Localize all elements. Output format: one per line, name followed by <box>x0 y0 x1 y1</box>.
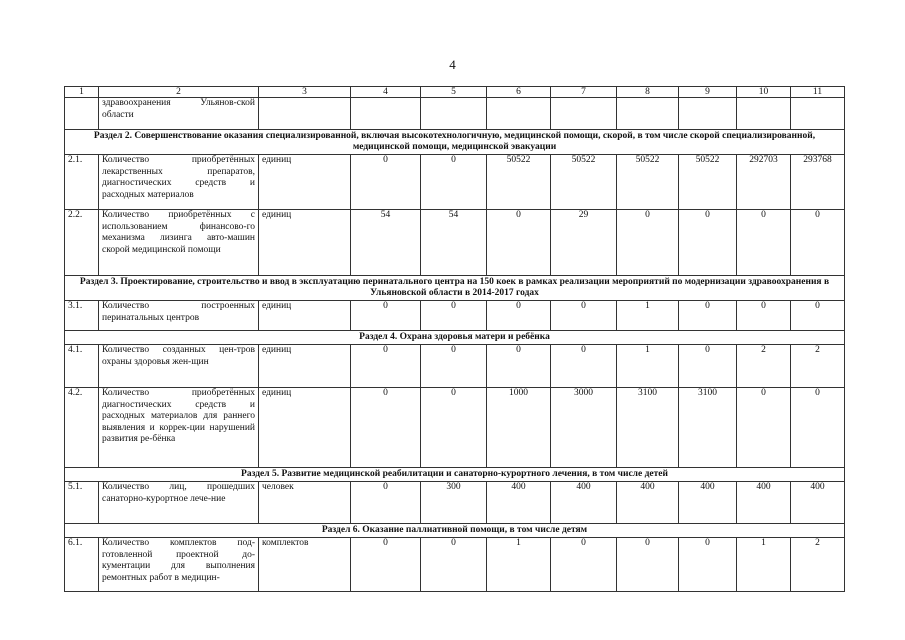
value-cell: 0 <box>551 301 617 331</box>
column-number-4: 4 <box>351 87 421 98</box>
column-number-3: 3 <box>259 87 351 98</box>
unit-of-measure: человек <box>259 482 351 524</box>
column-number-2: 2 <box>99 87 259 98</box>
table-row <box>65 210 845 276</box>
value-cell <box>791 98 845 130</box>
indicator-name: здравоохранения Ульянов-ской области <box>99 98 259 130</box>
indicator-name: Количество приобретённых диагностических средств и расходных материалов для раннего выявления и коррек-ции нарушений развития ре-бёнка <box>99 388 259 468</box>
column-number-6: 6 <box>487 87 551 98</box>
section-title: Раздел 6. Оказание паллиативной помощи, в том числе детям <box>65 524 845 538</box>
value-cell: 54 <box>351 210 421 276</box>
section-title: Раздел 4. Охрана здоровья матери и ребёнка <box>65 331 845 345</box>
value-cell: 400 <box>551 482 617 524</box>
value-cell: 0 <box>351 388 421 468</box>
indicator-name: Количество лиц, прошедших санаторно-курортное лече-ние <box>99 482 259 524</box>
table-row <box>65 482 845 524</box>
table-row <box>65 155 845 210</box>
value-cell: 0 <box>421 388 487 468</box>
unit-of-measure: единиц <box>259 301 351 331</box>
value-cell: 293768 <box>791 155 845 210</box>
value-cell: 0 <box>351 301 421 331</box>
value-cell: 0 <box>551 538 617 592</box>
table-row <box>65 388 845 468</box>
value-cell: 0 <box>679 210 737 276</box>
indicator-name: Количество приобретённых лекарственных препаратов, диагностических средств и расходных материалов <box>99 155 259 210</box>
value-cell: 292703 <box>737 155 791 210</box>
value-cell <box>679 98 737 130</box>
value-cell: 0 <box>551 345 617 388</box>
value-cell: 2 <box>737 345 791 388</box>
value-cell <box>551 98 617 130</box>
value-cell: 3100 <box>617 388 679 468</box>
value-cell: 0 <box>737 301 791 331</box>
indicators-table <box>64 86 845 592</box>
row-number: 5.1. <box>65 482 99 524</box>
section-title-row <box>65 524 845 538</box>
row-number: 3.1. <box>65 301 99 331</box>
value-cell: 0 <box>421 345 487 388</box>
section-title: Раздел 5. Развитие медицинской реабилитации и санаторно-курортного лечения, в том числе детей <box>65 468 845 482</box>
value-cell: 50522 <box>679 155 737 210</box>
section-title-row <box>65 276 845 301</box>
value-cell: 0 <box>737 210 791 276</box>
value-cell: 0 <box>351 538 421 592</box>
value-cell: 0 <box>617 538 679 592</box>
page-number: 4 <box>449 57 456 72</box>
unit-of-measure: единиц <box>259 210 351 276</box>
value-cell: 1 <box>617 345 679 388</box>
section-title-row <box>65 331 845 345</box>
row-number: 4.1. <box>65 345 99 388</box>
column-number-7: 7 <box>551 87 617 98</box>
value-cell: 400 <box>737 482 791 524</box>
unit-of-measure: единиц <box>259 155 351 210</box>
column-number-11: 11 <box>791 87 845 98</box>
table-row <box>65 301 845 331</box>
value-cell: 400 <box>791 482 845 524</box>
value-cell: 0 <box>421 155 487 210</box>
value-cell: 0 <box>351 155 421 210</box>
value-cell: 400 <box>487 482 551 524</box>
value-cell: 3000 <box>551 388 617 468</box>
value-cell: 29 <box>551 210 617 276</box>
value-cell <box>421 98 487 130</box>
unit-of-measure: единиц <box>259 345 351 388</box>
indicator-name: Количество приобретённых с использованием финансово-го механизма лизинга авто-машин скорой медицинской помощи <box>99 210 259 276</box>
row-number: 2.2. <box>65 210 99 276</box>
value-cell: 2 <box>791 345 845 388</box>
section-title: Раздел 3. Проектирование, строительство и ввод в эксплуатацию перинатального центра на 150 коек в рамках реализации мероприятий по модернизации здравоохранения в Ульяновской области в 2014-2017 годах <box>65 276 845 301</box>
table-row <box>65 538 845 592</box>
row-number <box>65 98 99 130</box>
value-cell: 50522 <box>551 155 617 210</box>
unit-of-measure: единиц <box>259 388 351 468</box>
table-header-row <box>65 87 845 98</box>
row-number: 6.1. <box>65 538 99 592</box>
value-cell: 0 <box>791 210 845 276</box>
unit-of-measure: комплектов <box>259 538 351 592</box>
value-cell: 2 <box>791 538 845 592</box>
value-cell <box>487 98 551 130</box>
value-cell: 0 <box>791 301 845 331</box>
value-cell: 0 <box>487 345 551 388</box>
section-title-row <box>65 468 845 482</box>
value-cell: 54 <box>421 210 487 276</box>
unit-of-measure <box>259 98 351 130</box>
column-number-9: 9 <box>679 87 737 98</box>
value-cell: 50522 <box>617 155 679 210</box>
value-cell: 400 <box>617 482 679 524</box>
value-cell: 0 <box>487 301 551 331</box>
value-cell: 0 <box>617 210 679 276</box>
value-cell: 1 <box>487 538 551 592</box>
row-number: 4.2. <box>65 388 99 468</box>
table-row <box>65 345 845 388</box>
value-cell: 0 <box>679 538 737 592</box>
value-cell: 300 <box>421 482 487 524</box>
value-cell <box>617 98 679 130</box>
column-number-5: 5 <box>421 87 487 98</box>
table-row <box>65 98 845 130</box>
value-cell: 0 <box>791 388 845 468</box>
indicator-name: Количество комплектов под-готовленной проектной до-кументации для выполнения ремонтных работ в медицин- <box>99 538 259 592</box>
value-cell: 3100 <box>679 388 737 468</box>
column-number-1: 1 <box>65 87 99 98</box>
indicator-name: Количество созданных цен-тров охраны здоровья жен-щин <box>99 345 259 388</box>
value-cell: 0 <box>421 538 487 592</box>
value-cell: 0 <box>487 210 551 276</box>
row-number: 2.1. <box>65 155 99 210</box>
column-number-8: 8 <box>617 87 679 98</box>
value-cell: 0 <box>351 482 421 524</box>
value-cell: 0 <box>679 301 737 331</box>
value-cell: 1 <box>617 301 679 331</box>
section-title: Раздел 2. Совершенствование оказания специализированной, включая высокотехнологичную, медицинской помощи, скорой, в том числе скорой специализированной, медицинской помощи, медицинской эвакуации <box>65 130 845 155</box>
value-cell: 0 <box>351 345 421 388</box>
section-title-row <box>65 130 845 155</box>
value-cell: 0 <box>737 388 791 468</box>
indicator-name: Количество построенных перинатальных центров <box>99 301 259 331</box>
value-cell: 0 <box>421 301 487 331</box>
value-cell: 1 <box>737 538 791 592</box>
value-cell <box>351 98 421 130</box>
value-cell: 1000 <box>487 388 551 468</box>
value-cell: 0 <box>679 345 737 388</box>
value-cell: 400 <box>679 482 737 524</box>
column-number-10: 10 <box>737 87 791 98</box>
value-cell: 50522 <box>487 155 551 210</box>
value-cell <box>737 98 791 130</box>
